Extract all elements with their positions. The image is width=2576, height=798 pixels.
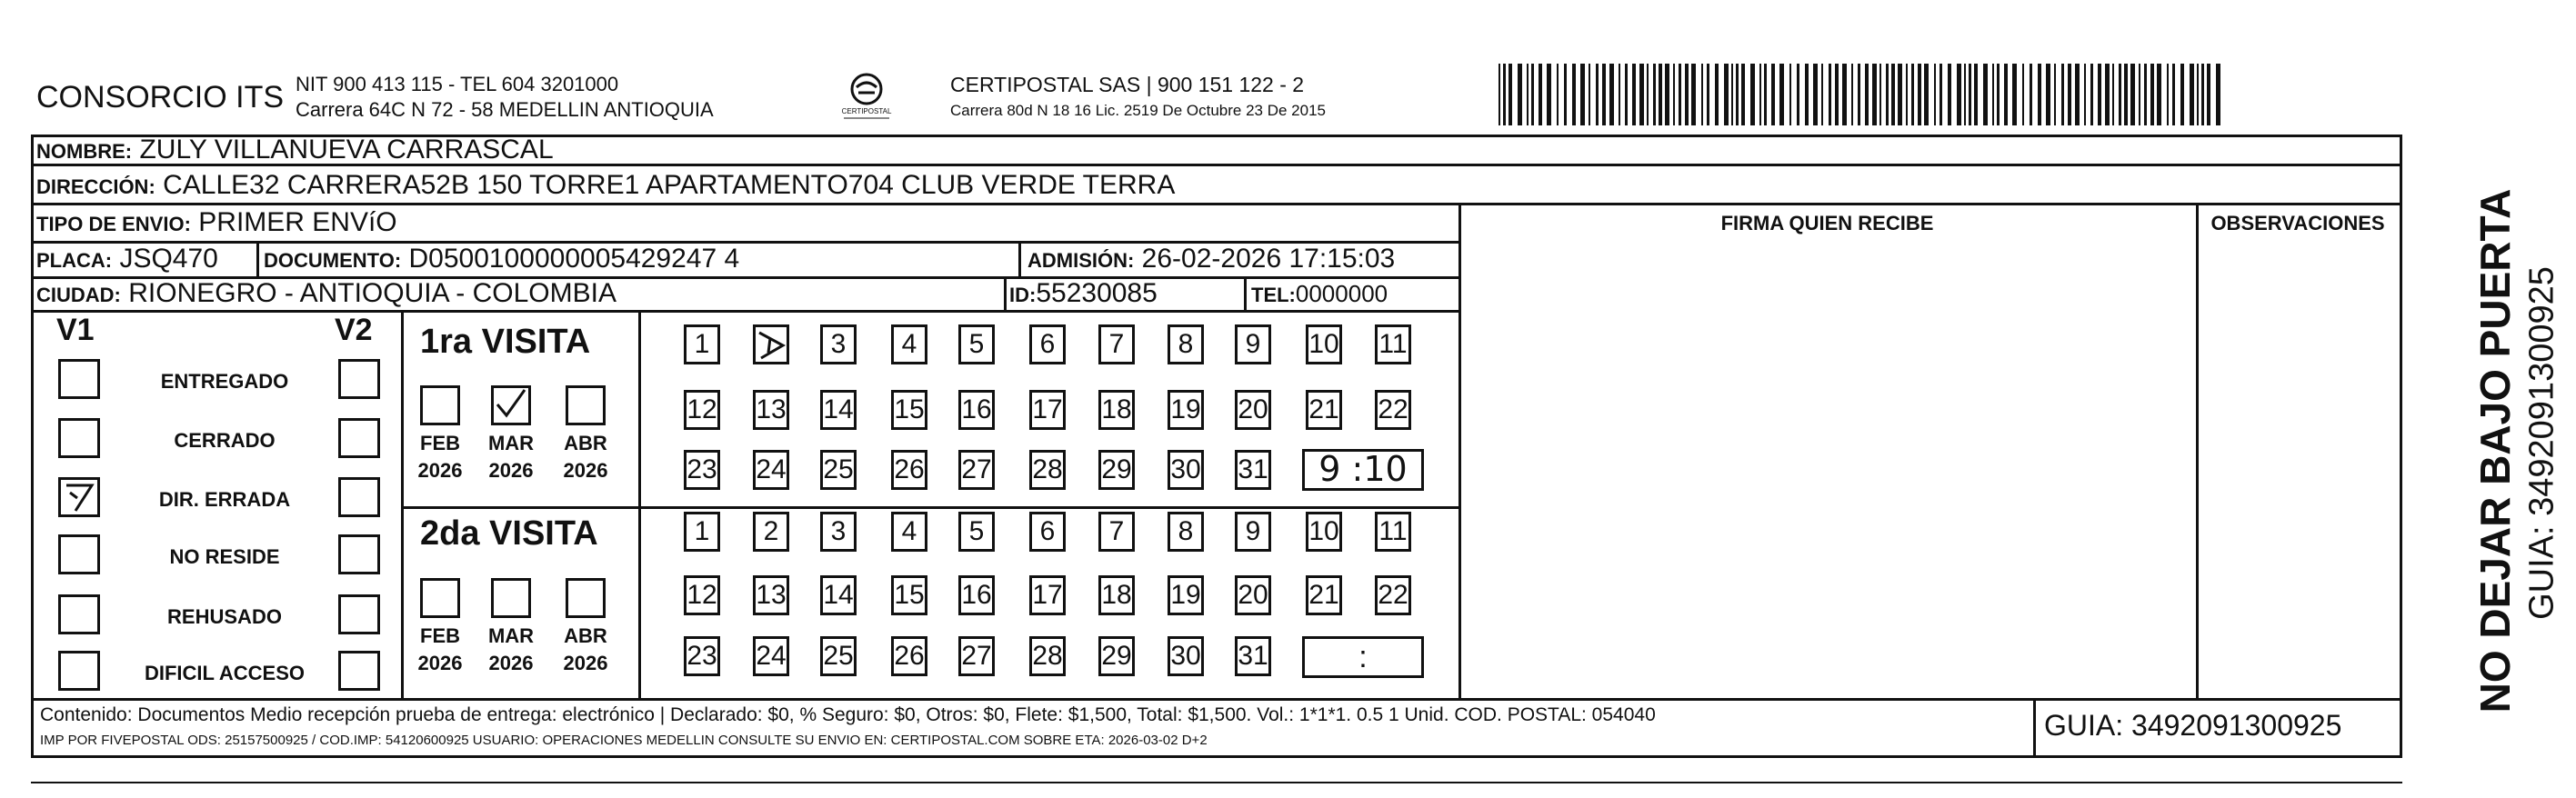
barcode-bar: [1589, 64, 1590, 125]
barcode-bar: [2054, 64, 2056, 125]
barcode-bar: [1673, 64, 1675, 125]
placa-label: PLACA:: [36, 249, 113, 272]
month-label: ABR: [564, 624, 607, 647]
direccion-value: CALLE32 CARRERA52B 150 TORRE1 APARTAMENTO704 CLUB VERDE TERRA: [163, 170, 1176, 200]
company-address: Carrera 64C N 72 - 58 MEDELLIN ANTIOQUIA: [296, 98, 714, 121]
barcode-bar: [1934, 64, 1936, 125]
first-visit-time-box[interactable]: [1302, 449, 1424, 491]
second-visit-time-box[interactable]: [1302, 636, 1424, 678]
day-checkbox[interactable]: 10: [1306, 324, 1342, 364]
barcode-bar: [1789, 64, 1791, 125]
company-name: CONSORCIO ITS: [36, 80, 285, 115]
barcode-bar: [2167, 64, 2169, 125]
barcode-bar: [1609, 64, 1614, 125]
barcode-bar: [1572, 64, 1576, 125]
tipo-label: TIPO DE ENVIO:: [36, 213, 191, 235]
day-checkbox[interactable]: 27: [958, 636, 995, 676]
first-visit-title: 1ra VISITA: [420, 323, 591, 361]
postal-address: Carrera 80d N 18 16 Lic. 2519 De Octubre 23 De 2015: [950, 102, 1326, 119]
barcode-bar: [1639, 64, 1644, 125]
status-label: ENTREGADO: [160, 370, 289, 393]
barcode-bar: [2144, 64, 2147, 125]
barcode-bar: [1948, 64, 1951, 125]
day-checkbox[interactable]: 17: [1029, 390, 1066, 430]
day-checkbox[interactable]: 14: [820, 390, 857, 430]
barcode-bar: [1821, 64, 1823, 125]
barcode-bar: [2201, 64, 2204, 125]
day-checkbox[interactable]: 19: [1168, 575, 1204, 615]
barcode-bar: [1851, 64, 1853, 125]
day-checkbox[interactable]: 16: [958, 575, 995, 615]
status-label: REHUSADO: [167, 605, 282, 628]
barcode-bar: [2190, 64, 2194, 125]
year-label: 2026: [563, 459, 608, 482]
barcode-bar: [1771, 64, 1775, 125]
ciudad-value: RIONEGRO - ANTIOQUIA - COLOMBIA: [128, 278, 616, 308]
status-label: DIFICIL ACCESO: [144, 662, 305, 684]
barcode-bar: [1759, 64, 1761, 125]
month-label: MAR: [487, 624, 535, 647]
barcode-bar: [2180, 64, 2184, 125]
side-guia: GUIA: 3492091300925: [2522, 266, 2561, 620]
barcode-bar: [1992, 64, 1994, 125]
barcode-bar: [2030, 64, 2032, 125]
barcode-bar: [1596, 64, 1599, 125]
barcode-bar: [1498, 64, 1500, 125]
day-checkbox[interactable]: 26: [891, 450, 927, 490]
tipo-value: PRIMER ENVíO: [198, 207, 397, 237]
day-checkbox[interactable]: 29: [1098, 636, 1135, 676]
barcode-bar: [1835, 64, 1839, 125]
day-checkbox[interactable]: 7: [1098, 512, 1135, 552]
day-checkbox[interactable]: 5: [958, 324, 995, 364]
v2-status-checkbox[interactable]: [338, 418, 380, 458]
day-checkbox[interactable]: 31: [1235, 636, 1271, 676]
barcode-bar: [1665, 64, 1669, 125]
day-checkbox[interactable]: 12: [684, 575, 720, 615]
ciudad-cell: [36, 280, 616, 307]
day-checkbox[interactable]: 8: [1168, 512, 1204, 552]
day-checkbox[interactable]: 25: [820, 450, 857, 490]
barcode-bar: [1858, 64, 1860, 125]
day-checkbox[interactable]: 24: [753, 450, 789, 490]
barcode-bar: [1707, 64, 1709, 125]
day-checkbox[interactable]: 30: [1168, 450, 1204, 490]
check-mark-icon: [756, 327, 787, 362]
barcode-bar: [1691, 64, 1696, 125]
status-label: NO RESIDE: [169, 545, 280, 568]
day-checkbox[interactable]: 30: [1168, 636, 1204, 676]
admision-value: 26-02-2026 17:15:03: [1141, 244, 1396, 274]
barcode-bar: [2098, 64, 2101, 125]
barcode-bar: [1531, 64, 1534, 125]
day-checkbox[interactable]: 9: [1235, 512, 1271, 552]
day-checkbox[interactable]: 3: [820, 324, 857, 364]
second-visit-time: :: [1358, 640, 1368, 674]
barcode-bar: [1736, 64, 1739, 125]
id-label: ID:: [1009, 284, 1037, 306]
barcode-bar: [1813, 64, 1818, 125]
day-checkbox[interactable]: 15: [891, 575, 927, 615]
barcode-bar: [2112, 64, 2114, 125]
admision-label: ADMISIÓN:: [1027, 249, 1135, 272]
day-checkbox[interactable]: 29: [1098, 450, 1135, 490]
postal-name: CERTIPOSTAL SAS | 900 151 122 - 2: [950, 73, 1305, 96]
placa-cell: [36, 245, 218, 273]
id-cell: [1009, 280, 1158, 307]
day-checkbox[interactable]: 6: [1029, 512, 1066, 552]
year-label: 2026: [563, 652, 608, 674]
day-checkbox[interactable]: 28: [1029, 450, 1066, 490]
observaciones-header: OBSERVACIONES: [2210, 212, 2385, 234]
month-label: FEB: [420, 432, 460, 454]
day-checkbox[interactable]: 13: [753, 575, 789, 615]
barcode-bar: [1997, 64, 2000, 125]
day-checkbox[interactable]: 10: [1306, 512, 1342, 552]
day-checkbox[interactable]: 27: [958, 450, 995, 490]
barcode-bar: [1865, 64, 1869, 125]
day-checkbox[interactable]: 20: [1235, 390, 1271, 430]
firma-header: FIRMA QUIEN RECIBE: [1720, 212, 1934, 234]
barcode-bar: [2068, 64, 2071, 125]
day-checkbox[interactable]: 14: [820, 575, 857, 615]
barcode-bar: [1503, 64, 1506, 125]
year-label: 2026: [488, 652, 534, 674]
day-checkbox[interactable]: 21: [1306, 390, 1342, 430]
barcode-bar: [2172, 64, 2175, 125]
day-checkbox[interactable]: 23: [684, 636, 720, 676]
barcode-bar: [1764, 64, 1767, 125]
barcode-bar: [1872, 64, 1877, 125]
status-label: CERRADO: [174, 429, 276, 452]
barcode-bar: [1741, 64, 1745, 125]
barcode-bar: [1647, 64, 1649, 125]
day-checkbox[interactable]: [753, 324, 789, 364]
second-visit-title: 2da VISITA: [420, 514, 598, 553]
day-checkbox[interactable]: 13: [753, 390, 789, 430]
month-checkbox[interactable]: [420, 578, 460, 618]
month-label: MAR: [487, 432, 535, 454]
barcode-bar: [1891, 64, 1895, 125]
barcode-bar: [2157, 64, 2161, 125]
day-checkbox[interactable]: 6: [1029, 324, 1066, 364]
tel-cell: [1251, 282, 1388, 305]
check-mark-icon: [61, 480, 97, 514]
direccion-label: DIRECCIÓN:: [36, 175, 155, 198]
day-checkbox[interactable]: 4: [891, 324, 927, 364]
barcode-bar: [2139, 64, 2140, 125]
barcode-bar: [2084, 64, 2086, 125]
barcode-bar: [1557, 64, 1559, 125]
v1-status-checkbox[interactable]: [58, 651, 100, 691]
barcode-bar: [1969, 64, 1971, 125]
day-checkbox[interactable]: 15: [891, 390, 927, 430]
barcode-bar: [1625, 64, 1628, 125]
barcode-bar: [1898, 64, 1902, 125]
v2-status-checkbox[interactable]: [338, 651, 380, 691]
company-nit: NIT 900 413 115 - TEL 604 3201000: [296, 73, 619, 95]
barcode-bar: [2216, 64, 2220, 125]
footer-guia: GUIA: 3492091300925: [2044, 709, 2342, 742]
year-label: 2026: [488, 459, 534, 482]
barcode-bar: [1879, 64, 1881, 125]
v1-status-checkbox[interactable]: [58, 477, 100, 517]
barcode-bar: [1940, 64, 1942, 125]
nombre-row: [36, 136, 554, 164]
v2-label: V2: [335, 313, 373, 347]
v2-status-checkbox[interactable]: [338, 359, 380, 399]
day-checkbox[interactable]: 2: [753, 512, 789, 552]
direccion-row: [36, 172, 1175, 199]
tel-label: TEL:: [1251, 284, 1296, 306]
day-checkbox[interactable]: 9: [1235, 324, 1271, 364]
barcode-bar: [1750, 64, 1755, 125]
barcode-bar: [1619, 64, 1620, 125]
barcode-bar: [1715, 64, 1719, 125]
barcode-bar: [1918, 64, 1921, 125]
barcode-bar: [1911, 64, 1914, 125]
barcode-bar: [2012, 64, 2017, 125]
admision-cell: [1027, 245, 1395, 273]
day-checkbox[interactable]: 17: [1029, 575, 1066, 615]
day-checkbox[interactable]: 4: [891, 512, 927, 552]
barcode-bar: [1974, 64, 1978, 125]
documento-label: DOCUMENTO:: [264, 249, 402, 272]
barcode-bar: [1906, 64, 1908, 125]
day-checkbox[interactable]: 7: [1098, 324, 1135, 364]
v1-label: V1: [56, 313, 95, 347]
day-checkbox[interactable]: 16: [958, 390, 995, 430]
month-label: FEB: [420, 624, 460, 647]
v2-status-checkbox[interactable]: [338, 534, 380, 574]
day-checkbox[interactable]: 26: [891, 636, 927, 676]
ciudad-label: CIUDAD:: [36, 284, 121, 306]
barcode-bar: [1509, 64, 1512, 125]
barcode-bar: [2130, 64, 2135, 125]
month-checkbox[interactable]: [566, 385, 606, 425]
v1-status-checkbox[interactable]: [58, 418, 100, 458]
documento-value: D0500100000005429247 4: [408, 244, 740, 274]
barcode-bar: [1564, 64, 1567, 125]
barcode-bar: [2119, 64, 2121, 125]
barcode-bar: [1805, 64, 1809, 125]
v2-status-checkbox[interactable]: [338, 594, 380, 634]
day-checkbox[interactable]: 3: [820, 512, 857, 552]
barcode-bar: [2207, 64, 2210, 125]
first-visit-time: 9 :10: [1318, 449, 1408, 489]
v1-status-checkbox[interactable]: [58, 594, 100, 634]
barcode-bar: [2061, 64, 2064, 125]
barcode-bar: [2046, 64, 2050, 125]
day-checkbox[interactable]: 18: [1098, 575, 1135, 615]
day-checkbox[interactable]: 24: [753, 636, 789, 676]
barcode-bar: [1724, 64, 1729, 125]
barcode-bar: [1539, 64, 1542, 125]
day-checkbox[interactable]: 21: [1306, 575, 1342, 615]
tel-value: 0000000: [1295, 280, 1388, 307]
day-checkbox[interactable]: 5: [958, 512, 995, 552]
tipo-row: [36, 209, 397, 236]
day-checkbox[interactable]: 11: [1375, 324, 1411, 364]
barcode-bar: [2150, 64, 2154, 125]
placa-value: JSQ470: [119, 244, 218, 274]
status-label: DIR. ERRADA: [158, 488, 291, 511]
barcode-bar: [1779, 64, 1784, 125]
barcode-bar: [1797, 64, 1799, 125]
barcode-bar: [2197, 64, 2199, 125]
barcode-bar: [1701, 64, 1703, 125]
month-checkbox[interactable]: [420, 385, 460, 425]
barcode: [1498, 64, 2221, 125]
barcode-bar: [1659, 64, 1662, 125]
day-checkbox[interactable]: 31: [1235, 450, 1271, 490]
barcode-bar: [1924, 64, 1929, 125]
barcode-bar: [2124, 64, 2128, 125]
v1-status-checkbox[interactable]: [58, 359, 100, 399]
month-checkbox[interactable]: [491, 385, 531, 425]
v1-status-checkbox[interactable]: [58, 534, 100, 574]
nombre-value: ZULY VILLANUEVA CARRASCAL: [139, 135, 554, 165]
barcode-bar: [1527, 64, 1529, 125]
day-checkbox[interactable]: 20: [1235, 575, 1271, 615]
day-checkbox[interactable]: 19: [1168, 390, 1204, 430]
barcode-bar: [1731, 64, 1733, 125]
day-checkbox[interactable]: 11: [1375, 512, 1411, 552]
barcode-bar: [1957, 64, 1961, 125]
barcode-bar: [1983, 64, 1988, 125]
barcode-bar: [1842, 64, 1847, 125]
year-label: 2026: [417, 652, 463, 674]
side-panel: [2411, 135, 2575, 758]
nombre-label: NOMBRE:: [36, 140, 133, 163]
barcode-bar: [1632, 64, 1636, 125]
barcode-bar: [1653, 64, 1656, 125]
side-warning: NO DEJAR BAJO PUERTA: [2471, 188, 2519, 713]
barcode-bar: [1886, 64, 1889, 125]
day-checkbox[interactable]: 18: [1098, 390, 1135, 430]
barcode-bar: [1518, 64, 1522, 125]
barcode-bar: [2105, 64, 2110, 125]
day-checkbox[interactable]: 23: [684, 450, 720, 490]
day-checkbox[interactable]: 1: [684, 512, 720, 552]
id-value: 55230085: [1036, 278, 1158, 308]
v2-status-checkbox[interactable]: [338, 477, 380, 517]
documento-cell: [264, 245, 739, 273]
certipostal-logo-icon: [835, 69, 898, 125]
day-checkbox[interactable]: 25: [820, 636, 857, 676]
day-checkbox[interactable]: 1: [684, 324, 720, 364]
month-label: ABR: [564, 432, 607, 454]
barcode-bar: [2022, 64, 2024, 125]
barcode-bar: [1547, 64, 1551, 125]
barcode-bar: [2004, 64, 2008, 125]
day-checkbox[interactable]: 28: [1029, 636, 1066, 676]
barcode-bar: [1964, 64, 1966, 125]
footer-contenido: Contenido: Documentos Medio recepción prueba de entrega: electrónico | Declarado: $0, % Seguro: $0, Otros: $0, Flete: $1,500, Total: $1,500. Vol.: 1*1*1. 0.5 1 Unid. COD. POSTAL: 054040: [40, 704, 1656, 725]
logo-text: CERTIPOSTAL: [841, 107, 892, 115]
footer-imp: IMP POR FIVEPOSTAL ODS: 25157500925 / COD.IMP: 54120600925 USUARIO: OPERACIONES MEDELLIN CONSULTE SU ENVIO EN: CERTIPOSTAL.COM SOBRE ETA: 2026-03-02 D+2: [40, 733, 1208, 748]
barcode-bar: [1602, 64, 1606, 125]
barcode-bar: [1679, 64, 1681, 125]
year-label: 2026: [417, 459, 463, 482]
day-checkbox[interactable]: 8: [1168, 324, 1204, 364]
month-checkbox[interactable]: [491, 578, 531, 618]
day-checkbox[interactable]: 12: [684, 390, 720, 430]
barcode-bar: [2090, 64, 2093, 125]
barcode-bar: [1580, 64, 1585, 125]
month-checkbox[interactable]: [566, 578, 606, 618]
day-checkbox[interactable]: 22: [1375, 390, 1411, 430]
barcode-bar: [2038, 64, 2041, 125]
check-mark-icon: [494, 388, 530, 424]
day-checkbox[interactable]: 22: [1375, 575, 1411, 615]
barcode-bar: [1685, 64, 1689, 125]
barcode-bar: [2075, 64, 2080, 125]
barcode-bar: [1829, 64, 1831, 125]
